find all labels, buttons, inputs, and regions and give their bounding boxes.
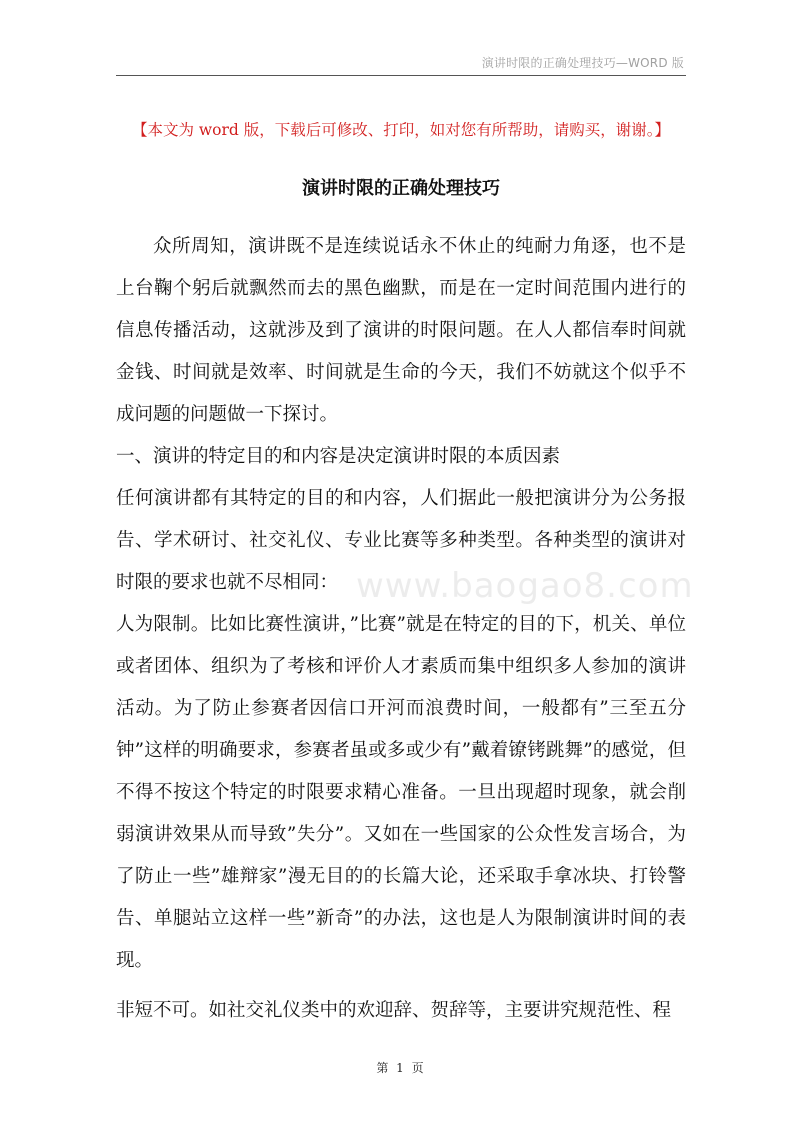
document-body [116,226,686,1032]
page-suffix: 页 [411,1061,424,1075]
download-notice: 【本文为 word 版，下载后可修改、打印，如对您有所帮助，请购买，谢谢。】 [131,121,671,139]
watermark: www.baogao8.com [356,566,694,606]
document-title: 演讲时限的正确处理技巧 [302,178,500,199]
paragraph-artificial-limit: 人为限制。比如比赛性演讲，”比赛”就是在特定的目的下，机关、单位或者团体、组织为了考核和评价人才素质而集中组织多人参加的演讲活动。为了防止参赛者因信口开河而浪费时间，一般都有”三至五分钟”这样的明确要求，参赛者虽或多或少有”戴着镣铐跳舞”的感觉，但不得不按这个特定的时限要求精心准备。一旦出现超时现象，就会削弱演讲效果从而导致”失分”。又如在一些国家的公众性发言场合，为了防止一些”雄辩家”漫无目的的长篇大论，还采取手拿冰块、打铃警告、单腿站立这样一些”新奇”的办法，这也是人为限制演讲时间的表现。 [116,614,686,971]
paragraph-must-be-short: 非短不可。如社交礼仪类中的欢迎辞、贺辞等，主要讲究规范性、程 [116,1000,672,1021]
page-number: 1 [396,1061,404,1075]
section-heading: 一、演讲的特定目的和内容是决定演讲时限的本质因素 [116,446,561,467]
running-header: 演讲时限的正确处理技巧—WORD 版 [481,56,684,70]
page-footer [0,1059,800,1076]
page-prefix: 第 [376,1061,389,1075]
header-divider [116,75,686,76]
paragraph-types: 任何演讲都有其特定的目的和内容，人们据此一般把演讲分为公务报告、学术研讨、社交礼仪、专业比赛等多种类型。各种类型的演讲对时限的要求也就不尽相同： [116,488,686,593]
paragraph-intro: 众所周知，演讲既不是连续说话永不休止的纯耐力角逐，也不是上台鞠个躬后就飘然而去的黑色幽默，而是在一定时间范围内进行的信息传播活动，这就涉及到了演讲的时限问题。在人人都信奉时间就金钱、时间就是效率、时间就是生命的今天，我们不妨就这个似乎不成问题的问题做一下探讨。 [116,236,686,425]
